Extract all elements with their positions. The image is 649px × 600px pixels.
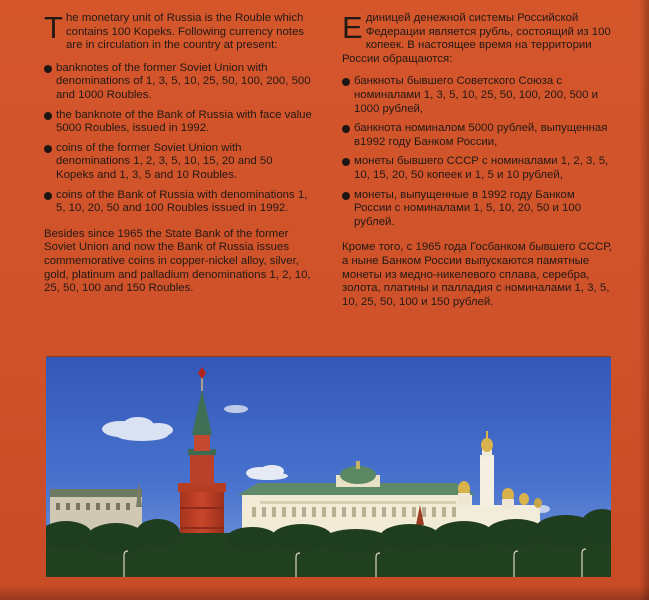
russian-intro-text: диницей денежной системы Российской Федерации является рубль, состоящий из 100 копеек. В настоящее время на территории России обращаются:	[342, 12, 611, 65]
russian-bullet-text: монеты бывшего СССР с номиналами 1, 2, 3, 5, 10, 15, 20, 50 копеек и 1, 5 и 10 рублей,	[354, 155, 609, 181]
bullet-dot-icon	[342, 125, 350, 133]
english-bullet-1	[44, 62, 312, 103]
russian-bullet-4	[342, 189, 614, 230]
russian-bullet-text: монеты, выпущенные в 1992 году Банком России с номиналами 1, 5, 10, 20, 50 и 100 рублей.	[354, 188, 582, 228]
english-bullet-text: coins of the Bank of Russia with denominations 1, 5, 10, 20, 50 and 100 Roubles issued in 1992.	[56, 188, 308, 215]
bullet-dot-icon	[342, 192, 350, 200]
russian-bullet-text: банкнота номиналом 5000 рублей, выпущенная в1992 году Банком России,	[354, 122, 608, 148]
english-column	[44, 12, 312, 307]
page-edge-shadow	[639, 0, 649, 600]
russian-column	[342, 12, 614, 321]
kremlin-photo	[46, 356, 611, 577]
bullet-dot-icon	[342, 78, 350, 86]
bullet-dot-icon	[342, 158, 350, 166]
russian-bullet-2	[342, 122, 614, 149]
bullet-dot-icon	[44, 192, 52, 200]
english-bullet-2	[44, 109, 312, 136]
bullet-dot-icon	[44, 145, 52, 153]
russian-bullet-3	[342, 155, 614, 182]
russian-intro	[342, 12, 614, 66]
english-intro-text: he monetary unit of Russia is the Rouble which contains 100 Kopeks. Following currency notes are in circulation in the country at present:	[65, 12, 305, 52]
english-intro	[44, 12, 312, 53]
bullet-dot-icon	[44, 65, 52, 73]
english-drop-cap: T	[44, 10, 63, 45]
russian-outro: Кроме того, с 1965 года Госбанком бывшего СССР, а ныне Банком России выпускаются памятные монеты из медно-никелевого сплава, серебра, золота, платины и палладия с номиналами 1, 3, 5, 10, 25, 50, 100 и 150 рублей.	[342, 241, 612, 308]
bullet-dot-icon	[44, 112, 52, 120]
english-outro: Besides since 1965 the State Bank of the former Soviet Union and now the Bank of Russia issues commemorative coins in copper-nickel alloy, silver, gold, platinum and palladium denominations 1, 2, 10, 25, 50, 100 and 150 Roubles.	[44, 227, 311, 295]
russian-bullet-1	[342, 75, 614, 116]
english-bullet-text: the banknote of the Bank of Russia with face value 5000 Roubles, issued in 1992.	[56, 108, 312, 135]
page-edge-shadow	[0, 586, 649, 600]
english-bullet-3	[44, 142, 312, 183]
english-bullet-text: banknotes of the former Soviet Union with denominations of 1, 3, 5, 10, 25, 50, 100, 200, 500 and 1000 Roubles.	[56, 61, 311, 101]
russian-drop-cap: Е	[342, 10, 363, 45]
russian-bullet-text: банкноты бывшего Советского Союза с номиналами 1, 3, 5, 10, 25, 50, 100, 200, 500 и 1000 рублей,	[354, 75, 598, 115]
kremlin-illustration	[46, 357, 611, 577]
english-bullet-4	[44, 189, 312, 216]
english-bullet-text: coins of the former Soviet Union with denominations 1, 2, 3, 5, 10, 15, 20 and 50 Kopeks and 1, 3, 5 and 10 Roubles.	[56, 141, 273, 181]
